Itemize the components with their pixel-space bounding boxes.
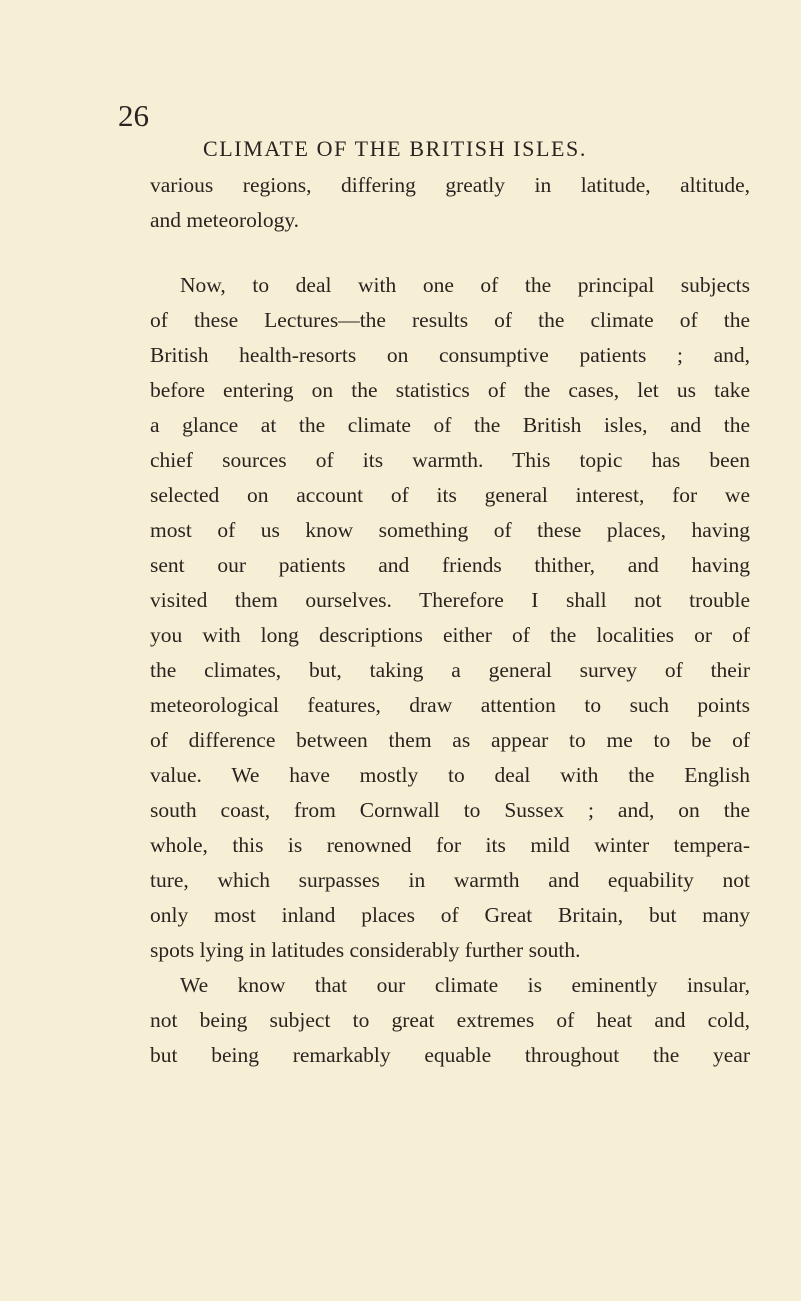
paragraph-3: [150, 968, 750, 1073]
text-line: only most inland places of Great Britain, but many: [150, 903, 750, 927]
text-line: before entering on the statistics of the cases, let us take: [150, 378, 750, 402]
text-line: sent our patients and friends thither, and having: [150, 553, 750, 577]
text-line: and meteorology.: [150, 208, 300, 232]
text-line: various regions, differing greatly in latitude, altitude,: [150, 173, 750, 197]
text-line: but being remarkably equable throughout the year: [150, 1043, 750, 1067]
text-line: chief sources of its warmth. This topic has been: [150, 448, 750, 472]
body-text: [150, 168, 750, 1073]
text-line: a glance at the climate of the British isles, and the: [150, 413, 750, 437]
text-line: of difference between them as appear to me to be of: [150, 728, 750, 752]
text-line: Now, to deal with one of the principal subjects: [180, 273, 750, 297]
running-title: CLIMATE OF THE BRITISH ISLES.: [203, 136, 587, 161]
text-line: British health-resorts on consumptive patients ; and,: [150, 343, 750, 367]
text-line: We know that our climate is eminently insular,: [180, 973, 750, 997]
text-line: of these Lectures—the results of the climate of the: [150, 308, 750, 332]
page-number: 26: [118, 98, 149, 133]
text-line: the climates, but, taking a general survey of their: [150, 658, 750, 682]
paragraph-gap: [150, 238, 750, 268]
paragraph-1: [150, 168, 750, 238]
text-line: most of us know something of these places, having: [150, 518, 750, 542]
text-line: visited them ourselves. Therefore I shall not trouble: [150, 588, 750, 612]
text-line: south coast, from Cornwall to Sussex ; and, on the: [150, 798, 750, 822]
text-line: you with long descriptions either of the localities or of: [150, 623, 750, 647]
text-line: whole, this is renowned for its mild winter tempera-: [150, 833, 750, 857]
text-line: selected on account of its general interest, for we: [150, 483, 750, 507]
text-line: value. We have mostly to deal with the English: [150, 763, 750, 787]
paragraph-2: [150, 268, 750, 968]
page-header: [0, 98, 801, 161]
text-line: spots lying in latitudes considerably further south.: [150, 938, 581, 962]
text-line: not being subject to great extremes of heat and cold,: [150, 1008, 750, 1032]
text-line: ture, which surpasses in warmth and equability not: [150, 868, 750, 892]
text-line: meteorological features, draw attention to such points: [150, 693, 750, 717]
